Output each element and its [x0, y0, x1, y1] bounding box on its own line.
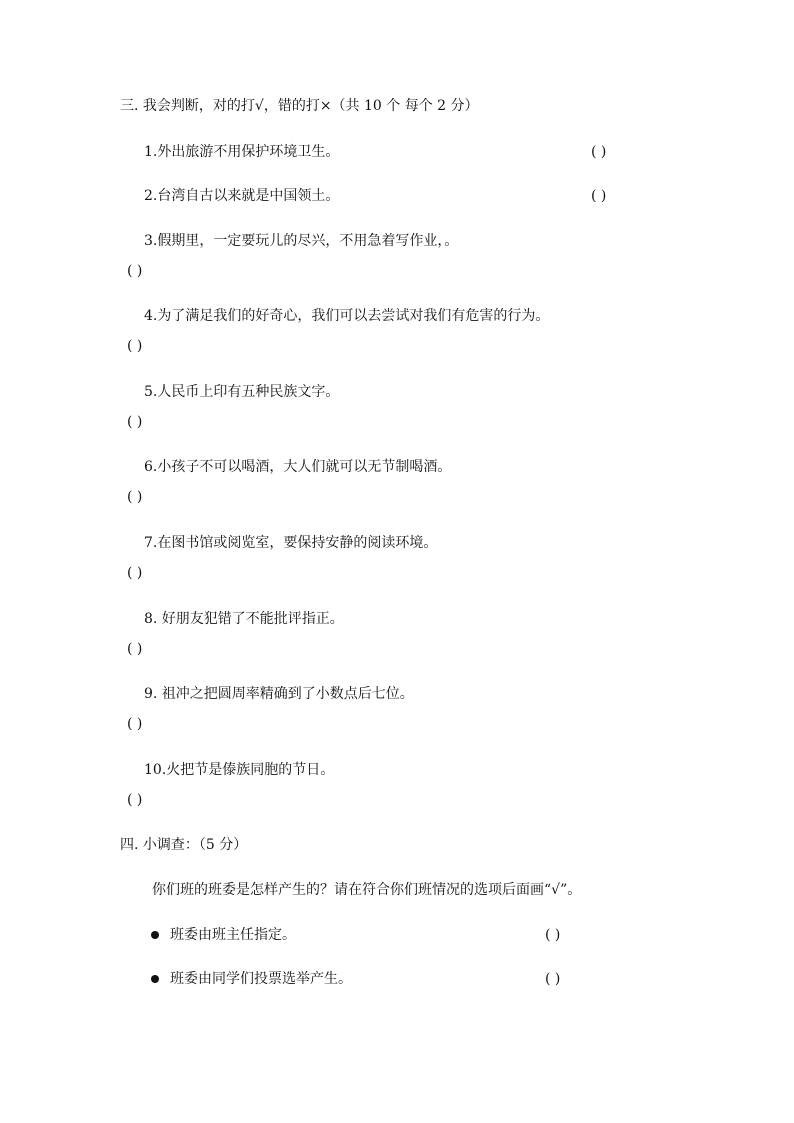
survey-answer-blank-1[interactable]: ( ): [545, 927, 561, 943]
judgment-item-10: 10.火把节是傣族同胞的节日。: [144, 762, 335, 778]
section4-heading: 四. 小调查：（5 分）: [120, 837, 248, 853]
judgment-item-7: 7.在图书馆或阅览室，要保持安静的阅读环境。: [144, 535, 438, 551]
survey-answer-blank-2[interactable]: ( ): [545, 971, 561, 987]
judgment-item-6: 6.小孩子不可以喝酒，大人们就可以无节制喝酒。: [144, 459, 452, 475]
judgment-item-3: 3.假期里，一定要玩儿的尽兴，不用急着写作业，。: [144, 233, 459, 249]
answer-blank-5[interactable]: ( ): [127, 414, 143, 430]
judgment-item-9: 9. 祖冲之把圆周率精确到了小数点后七位。: [144, 686, 414, 702]
judgment-item-1: 1.外出旅游不用保护环境卫生。: [144, 144, 340, 160]
bullet-icon: [151, 975, 159, 983]
answer-blank-8[interactable]: ( ): [127, 641, 143, 657]
answer-blank-7[interactable]: ( ): [127, 565, 143, 581]
survey-question: 你们班的班委是怎样产生的？请在符合你们班情况的选项后面画“√”。: [152, 882, 582, 898]
judgment-item-8: 8. 好朋友犯错了不能批评指正。: [144, 611, 344, 627]
answer-blank-4[interactable]: ( ): [127, 338, 143, 354]
judgment-item-4: 4.为了满足我们的好奇心，我们可以去尝试对我们有危害的行为。: [144, 308, 550, 324]
answer-blank-9[interactable]: ( ): [127, 716, 143, 732]
answer-blank-1[interactable]: ( ): [591, 144, 607, 160]
answer-blank-2[interactable]: ( ): [591, 188, 607, 204]
answer-blank-6[interactable]: ( ): [127, 489, 143, 505]
judgment-item-2: 2.台湾自古以来就是中国领土。: [144, 188, 340, 204]
survey-option-1: 班委由班主任指定。: [170, 927, 296, 943]
survey-option-2: 班委由同学们投票选举产生。: [170, 971, 352, 987]
answer-blank-10[interactable]: ( ): [127, 792, 143, 808]
judgment-item-5: 5.人民币上印有五种民族文字。: [144, 384, 340, 400]
section3-heading: 三. 我会判断，对的打√，错的打×（共 10 个 每个 2 分）: [120, 98, 479, 114]
bullet-icon: [151, 931, 159, 939]
answer-blank-3[interactable]: ( ): [127, 263, 143, 279]
